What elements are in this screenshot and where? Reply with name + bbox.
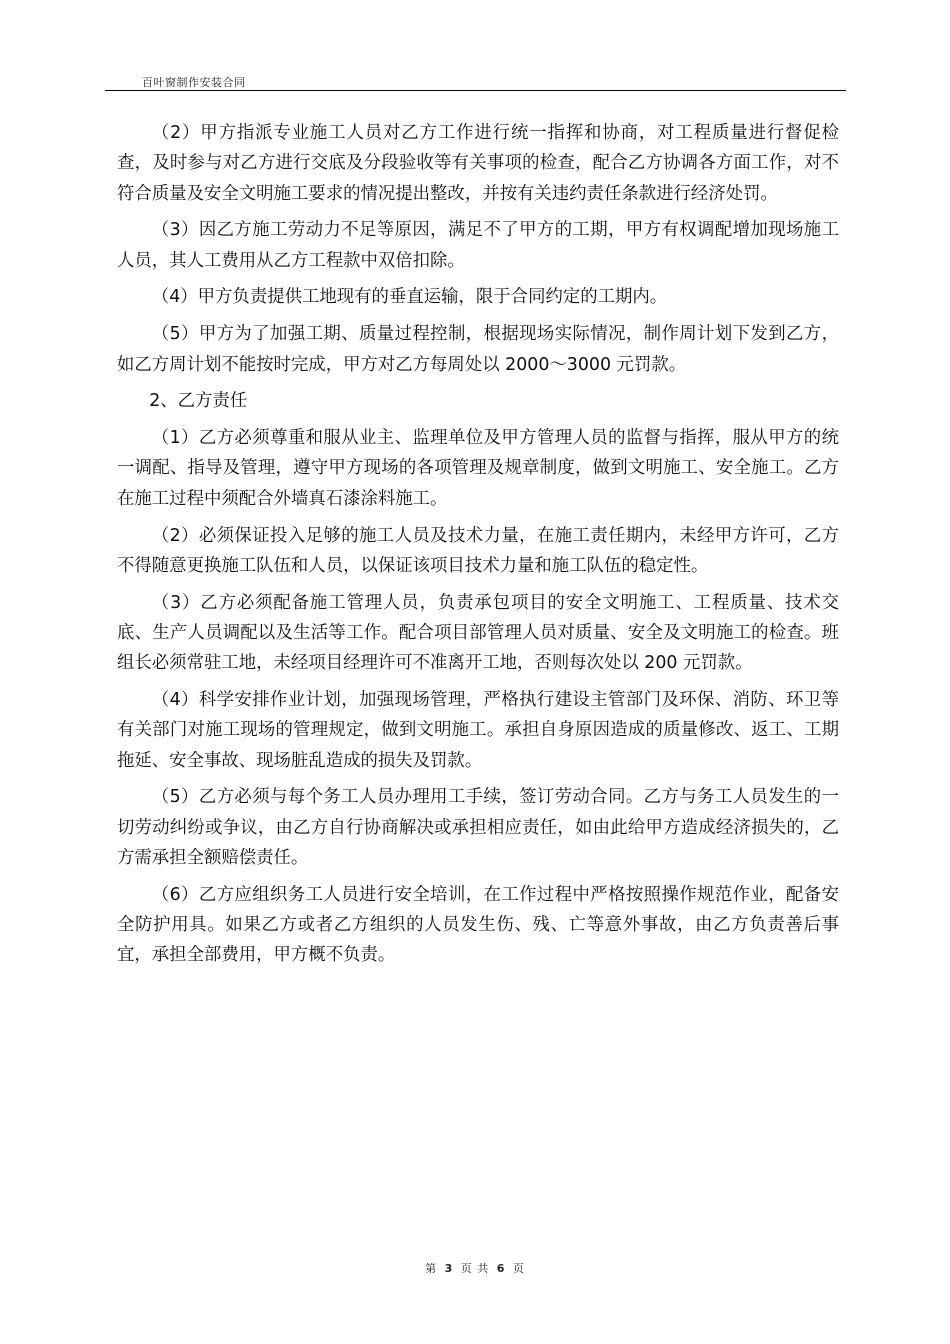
paragraph-party-a-2: （2）甲方指派专业施工人员对乙方工作进行统一指挥和协商，对工程质量进行督促检查，及时参与对乙方进行交底及分段验收等有关事项的检查，配合乙方协调各方面工作，对不符合质量及安全文明施工要求的情况提出整改，并按有关违约责任条款进行经济处罚。 xyxy=(117,123,839,204)
paragraph-party-a-3: （3）因乙方施工劳动力不足等原因，满足不了甲方的工期，甲方有权调配增加现场施工人员，其人工费用从乙方工程款中双倍扣除。 xyxy=(117,220,839,271)
paragraph-party-b-5: （5）乙方必须与每个务工人员办理用工手续，签订劳动合同。乙方与务工人员发生的一切劳动纠纷或争议，由乙方自行协商解决或承担相应责任，如由此给甲方造成经济损失的，乙方需承担全额赔偿责任。 xyxy=(117,787,839,869)
section-heading-party-b: 2、乙方责任 xyxy=(149,391,248,412)
paragraph-party-a-5: （5）甲方为了加强工期、质量过程控制，根据现场实际情况，制作周计划下发到乙方，如乙方周计划不能按时完成，甲方对乙方每周处以 2000～3000 元罚款。 xyxy=(117,324,839,375)
footer-prefix: 第 xyxy=(425,1262,438,1275)
paragraph-party-b-4: （4）科学安排作业计划，加强现场管理，严格执行建设主管部门及环保、消防、环卫等有关部门对施工现场的管理规定，做到文明施工。承担自身原因造成的质量修改、返工、工期拖延、安全事故、现场脏乱造成的损失及罚款。 xyxy=(117,690,839,771)
footer-suffix: 页 xyxy=(512,1262,525,1275)
paragraph-party-b-3: （3）乙方必须配备施工管理人员，负责承包项目的安全文明施工、工程质量、技术交底、生产人员调配以及生活等工作。配合项目部管理人员对质量、安全及文明施工的检查。班组长必须常驻工地，未经项目经理许可不准离开工地，否则每次处以 200 元罚款。 xyxy=(117,592,839,674)
paragraph-party-b-1: （1）乙方必须尊重和服从业主、监理单位及甲方管理人员的监督与指挥，服从甲方的统一调配、指导及管理，遵守甲方现场的各项管理及规章制度，做到文明施工、安全施工。乙方在施工过程中须配合外墙真石漆涂料施工。 xyxy=(117,428,839,509)
footer-middle: 页 共 xyxy=(460,1262,490,1275)
document-body xyxy=(117,118,839,971)
total-page-number: 6 xyxy=(496,1262,506,1275)
paragraph-party-b-2: （2）必须保证投入足够的施工人员及技术力量，在施工责任期内，未经甲方许可，乙方不得随意更换施工队伍和人员，以保证该项目技术力量和施工队伍的稳定性。 xyxy=(117,525,839,576)
paragraph-party-a-4: （4）甲方负责提供工地现有的垂直运输，限于合同约定的工期内。 xyxy=(151,287,668,308)
current-page-number: 3 xyxy=(444,1262,454,1275)
document-title: 百叶窗制作安装合同 xyxy=(142,76,246,89)
page-footer xyxy=(0,1262,950,1276)
page-header xyxy=(105,76,846,91)
paragraph-party-b-6: （6）乙方应组织务工人员进行安全培训，在工作过程中严格按照操作规范作业，配备安全防护用具。如果乙方或者乙方组织的人员发生伤、残、亡等意外事故，由乙方负责善后事宜，承担全部费用，甲方概不负责。 xyxy=(117,884,839,966)
